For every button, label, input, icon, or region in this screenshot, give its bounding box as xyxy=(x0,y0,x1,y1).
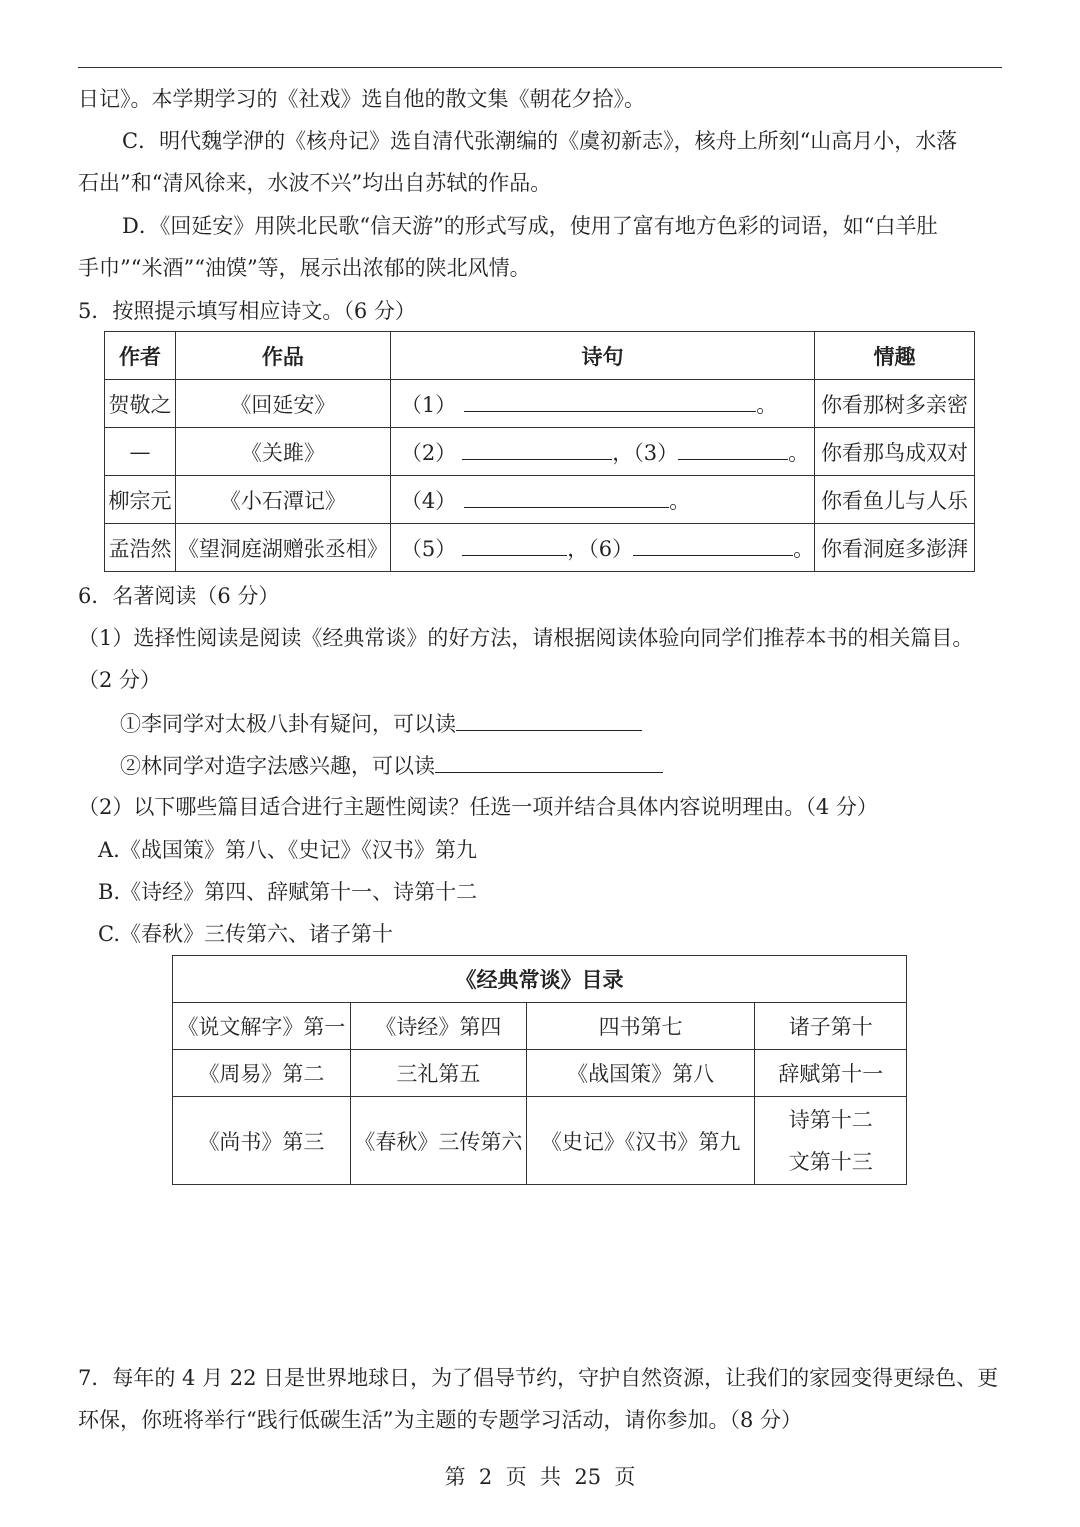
answer-blank[interactable] xyxy=(464,389,756,412)
q6-part2: （2）以下哪些篇目适合进行主题性阅读？任选一项并结合具体内容说明理由。（4 分） xyxy=(78,795,878,819)
question-7-line1: 7．每年的 4 月 22 日是世界地球日，为了倡导节约，守护自然资源，让我们的家园变得更绿色、更 xyxy=(78,1366,999,1390)
toc-cell-line: 文第十三 xyxy=(788,1149,873,1174)
toc-cell: 四书第七 xyxy=(526,1003,755,1050)
toc-cell: 《周易》第二 xyxy=(173,1050,351,1097)
q6-item2-text: ②林同学对造字法感兴趣，可以读 xyxy=(120,754,435,778)
blank-label: （2） xyxy=(400,440,457,465)
option-c-line1: C．明代魏学洢的《核舟记》选自清代张潮编的《虞初新志》，核舟上所刻“山高月小，水落 xyxy=(122,129,958,153)
toc-cell: 诸子第十 xyxy=(755,1003,907,1050)
mood-cell: 你看洞庭多澎湃 xyxy=(815,524,975,572)
author-cell: — xyxy=(105,428,176,476)
toc-cell xyxy=(755,1097,907,1185)
q6-item2 xyxy=(120,750,663,781)
verse-cell xyxy=(390,428,814,476)
blank-label: （1） xyxy=(400,392,457,417)
toc-cell: 三礼第五 xyxy=(350,1050,526,1097)
table-row xyxy=(173,1097,907,1185)
toc-cell: 《战国策》第八 xyxy=(526,1050,755,1097)
toc-cell: 《说文解字》第一 xyxy=(173,1003,351,1050)
answer-blank[interactable] xyxy=(456,708,642,731)
blank-end: 。 xyxy=(756,392,778,417)
mood-cell: 你看那树多亲密 xyxy=(815,380,975,428)
work-cell: 《回延安》 xyxy=(176,380,391,428)
answer-blank[interactable] xyxy=(435,750,663,773)
question-5-title: 5．按照提示填写相应诗文。（6 分） xyxy=(78,299,416,323)
blank-label: ，（3） xyxy=(612,440,679,465)
header-mood: 情趣 xyxy=(815,332,975,380)
header-rule xyxy=(78,67,1002,68)
table-row xyxy=(105,476,975,524)
header-work: 作品 xyxy=(176,332,391,380)
option-c-line2: 石出”和“清风徐来，水波不兴”均出自苏轼的作品。 xyxy=(78,171,552,195)
answer-blank[interactable] xyxy=(633,533,793,556)
option-d-line1: D．《回延安》用陕北民歌“信天游”的形式写成，使用了富有地方色彩的词语，如“白羊肚 xyxy=(122,214,938,238)
blank-label: ，（6） xyxy=(567,536,634,561)
blank-label: （5） xyxy=(400,536,457,561)
toc-cell: 《史记》《汉书》第九 xyxy=(526,1097,755,1185)
toc-cell: 辞赋第十一 xyxy=(755,1050,907,1097)
verse-cell xyxy=(390,380,814,428)
q6-item1-text: ①李同学对太极八卦有疑问，可以读 xyxy=(120,712,456,736)
table-header-row xyxy=(105,332,975,380)
verse-cell xyxy=(390,476,814,524)
blank-end: 。 xyxy=(788,440,810,465)
toc-cell: 《诗经》第四 xyxy=(350,1003,526,1050)
work-cell: 《望洞庭湖赠张丞相》 xyxy=(176,524,391,572)
answer-blank[interactable] xyxy=(462,437,612,460)
q6-option-c: C.《春秋》三传第六、诸子第十 xyxy=(98,922,393,946)
answer-blank[interactable] xyxy=(678,437,788,460)
blank-end: 。 xyxy=(669,488,691,513)
table-row xyxy=(173,1003,907,1050)
text-line: 日记》。本学期学习的《社戏》选自他的散文集《朝花夕拾》。 xyxy=(78,87,645,111)
q6-option-b: B.《诗经》第四、辞赋第十一、诗第十二 xyxy=(98,880,478,904)
author-cell: 孟浩然 xyxy=(105,524,176,572)
answer-blank[interactable] xyxy=(462,533,567,556)
toc-table xyxy=(172,955,907,1185)
page-footer: 第 2 页 共 25 页 xyxy=(444,1465,636,1489)
table-row xyxy=(173,1050,907,1097)
q6-part1: （1）选择性阅读是阅读《经典常谈》的好方法，请根据阅读体验向同学们推荐本书的相关篇目。 xyxy=(78,626,974,650)
author-cell: 贺敬之 xyxy=(105,380,176,428)
work-cell: 《关雎》 xyxy=(176,428,391,476)
verse-cell xyxy=(390,524,814,572)
header-author: 作者 xyxy=(105,332,176,380)
answer-blank[interactable] xyxy=(464,485,669,508)
header-verse: 诗句 xyxy=(390,332,814,380)
toc-title-row xyxy=(173,956,907,1003)
mood-cell: 你看鱼儿与人乐 xyxy=(815,476,975,524)
option-d-line2: 手巾”“米酒”“油馍”等，展示出浓郁的陕北风情。 xyxy=(78,256,531,280)
toc-cell: 《春秋》三传第六 xyxy=(350,1097,526,1185)
question-6-title: 6．名著阅读（6 分） xyxy=(78,584,280,608)
work-cell: 《小石潭记》 xyxy=(176,476,391,524)
table-row xyxy=(105,380,975,428)
q6-option-a: A.《战国策》第八、《史记》《汉书》第九 xyxy=(98,838,477,862)
mood-cell: 你看那鸟成双对 xyxy=(815,428,975,476)
q6-item1 xyxy=(120,708,642,739)
table-row xyxy=(105,524,975,572)
toc-cell: 《尚书》第三 xyxy=(173,1097,351,1185)
author-cell: 柳宗元 xyxy=(105,476,176,524)
toc-title: 《经典常谈》目录 xyxy=(173,956,907,1003)
blank-end: 。 xyxy=(793,536,815,561)
poem-table xyxy=(104,331,975,572)
q6-part1-score: （2 分） xyxy=(78,668,162,692)
question-7-line2: 环保，你班将举行“践行低碳生活”为主题的专题学习活动，请你参加。（8 分） xyxy=(78,1408,803,1432)
table-row xyxy=(105,428,975,476)
blank-label: （4） xyxy=(400,488,457,513)
toc-cell-line: 诗第十二 xyxy=(788,1107,873,1132)
